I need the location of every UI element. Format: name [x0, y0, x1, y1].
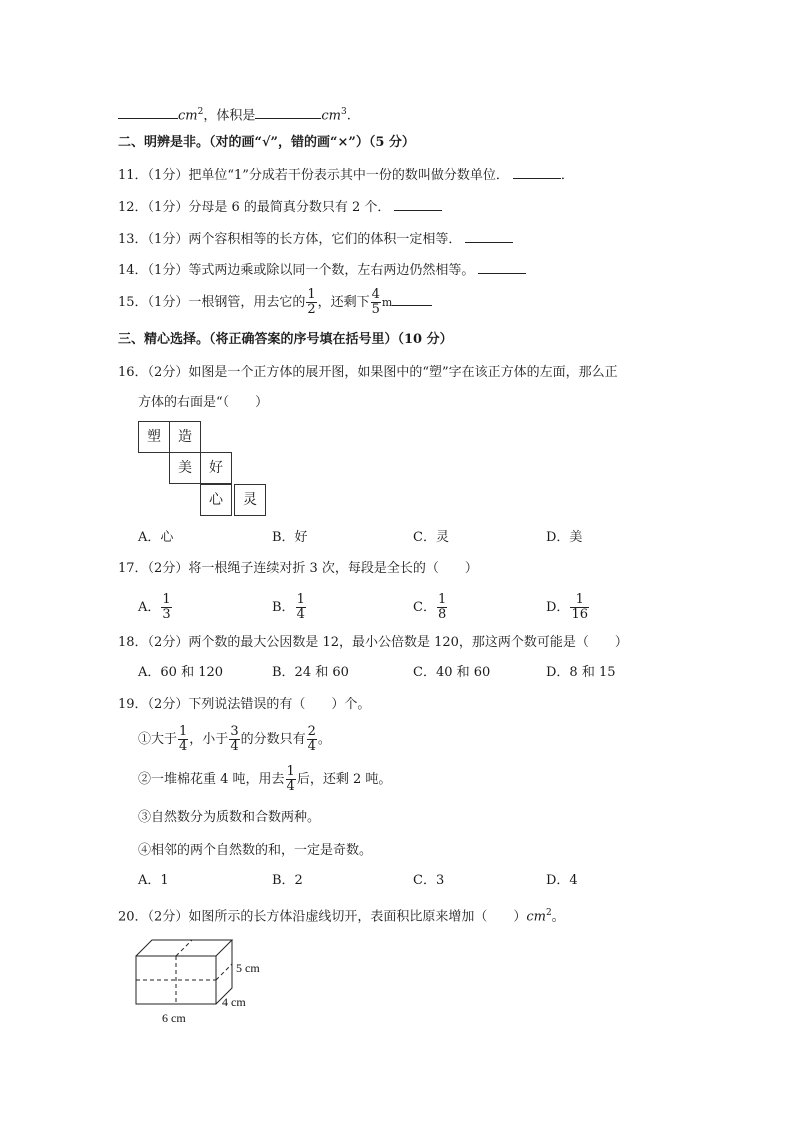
option-c: C．3	[413, 873, 445, 888]
question-20: 20．（2分）如图所示的长方体沿虚线切开，表面积比原来增加（ ）$cm^2$。	[118, 908, 565, 925]
option-c: C．灵	[413, 530, 449, 545]
option-a: A．60 和 120	[138, 665, 224, 680]
statement-2: ②一堆棉花重 4 吨，用去 $\frac{1}{4}$ 后，还剩 2 吨。	[138, 764, 392, 794]
answer-blank	[392, 293, 432, 306]
fraction: $\frac{1}{4}$	[179, 724, 188, 754]
length-label: 6 cm	[162, 1011, 186, 1025]
fraction: $\frac{3}{4}$	[230, 724, 239, 754]
statement-3: ③自然数分为质数和合数两种。	[138, 810, 321, 825]
net-cell: 造	[169, 421, 201, 453]
height-label: 5 cm	[236, 961, 260, 975]
option-d: D．美	[546, 530, 583, 545]
answer-blank	[394, 198, 442, 211]
option-d: D． $\frac{1}{16}$	[546, 592, 588, 622]
cuboid-figure	[130, 934, 270, 1026]
net-cell: 心	[200, 484, 232, 516]
question-17: 17．（2分）将一根绳子连续对折 3 次，每段是全长的（ ）	[118, 561, 478, 576]
statement-1: ①大于 $\frac{1}{4}$ ，小于 $\frac{3}{4}$ 的分数只有 $\frac{2}{4}$ 。	[138, 724, 331, 754]
answer-blank	[255, 106, 321, 119]
option-a: A． $\frac{1}{3}$	[138, 592, 171, 622]
depth-label: 4 cm	[222, 995, 246, 1009]
question-16-line-1: 16．（2分）如图是一个正方体的展开图，如果图中的“塑”字在该正方体的左面，那么正	[118, 365, 618, 380]
option-a: A．心	[138, 530, 174, 545]
option-a: A．1	[138, 873, 169, 888]
question-11: 11．（1分）把单位“1”分成若干份表示其中一份的数叫做分数单位． ．	[118, 168, 574, 183]
fraction: $\frac{1}{8}$	[437, 592, 447, 622]
option-c: C． $\frac{1}{8}$	[413, 592, 447, 622]
top-line: $cm^2$，体积是 $cm^3$.	[118, 103, 351, 125]
option-d: D．4	[546, 873, 578, 888]
net-cell: 塑	[138, 421, 170, 453]
question-18: 18．（2分）两个数的最大公因数是 12，最小公倍数是 120，那这两个数可能是（ ）	[118, 635, 628, 650]
answer-blank	[478, 261, 526, 274]
option-b: B． $\frac{1}{4}$	[272, 592, 305, 622]
fraction: $\frac{1}{4}$	[296, 592, 305, 622]
fraction: $\frac{1}{16}$	[571, 592, 588, 622]
option-b: B．24 和 60	[272, 665, 349, 680]
fraction: $\frac{2}{4}$	[307, 724, 316, 754]
question-13: 13．（1分）两个容积相等的长方体，它们的体积一定相等．	[118, 230, 513, 249]
option-d: D．8 和 15	[546, 665, 616, 680]
section-2-heading: 二、明辨是非。（对的画“√”，错的画“×”）（5 分）	[118, 135, 415, 150]
fraction: $\frac{1}{2}$	[307, 287, 316, 317]
fraction: $\frac{1}{4}$	[286, 764, 295, 794]
section-3-heading: 三、精心选择。（将正确答案的序号填在括号里）（10 分）	[118, 332, 453, 347]
question-19: 19．（2分）下列说法错误的有（ ）个。	[118, 697, 371, 712]
statement-4: ④相邻的两个自然数的和，一定是奇数。	[138, 843, 373, 858]
option-b: B．2	[272, 873, 303, 888]
fraction: $\frac{4}{5}$	[371, 287, 380, 317]
option-b: B．好	[272, 530, 308, 545]
answer-blank	[513, 166, 561, 179]
question-16-line-2: 方体的右面是“（ ）	[138, 395, 269, 410]
fraction: $\frac{1}{3}$	[162, 592, 171, 622]
option-c: C．40 和 60	[413, 665, 491, 680]
net-cell: 美	[169, 452, 201, 484]
answer-blank	[118, 106, 178, 119]
net-cell: 灵	[234, 484, 266, 516]
question-12: 12．（1分）分母是 6 的最简真分数只有 2 个．	[118, 198, 442, 217]
answer-blank	[465, 230, 513, 243]
question-14: 14．（1分）等式两边乘或除以同一个数，左右两边仍然相等。	[118, 261, 526, 280]
net-cell: 好	[200, 452, 232, 484]
question-15: 15．（1分）一根钢管，用去它的 $\frac{1}{2}$ ，还剩下 $\frac{4}{5}$ m	[118, 286, 432, 320]
